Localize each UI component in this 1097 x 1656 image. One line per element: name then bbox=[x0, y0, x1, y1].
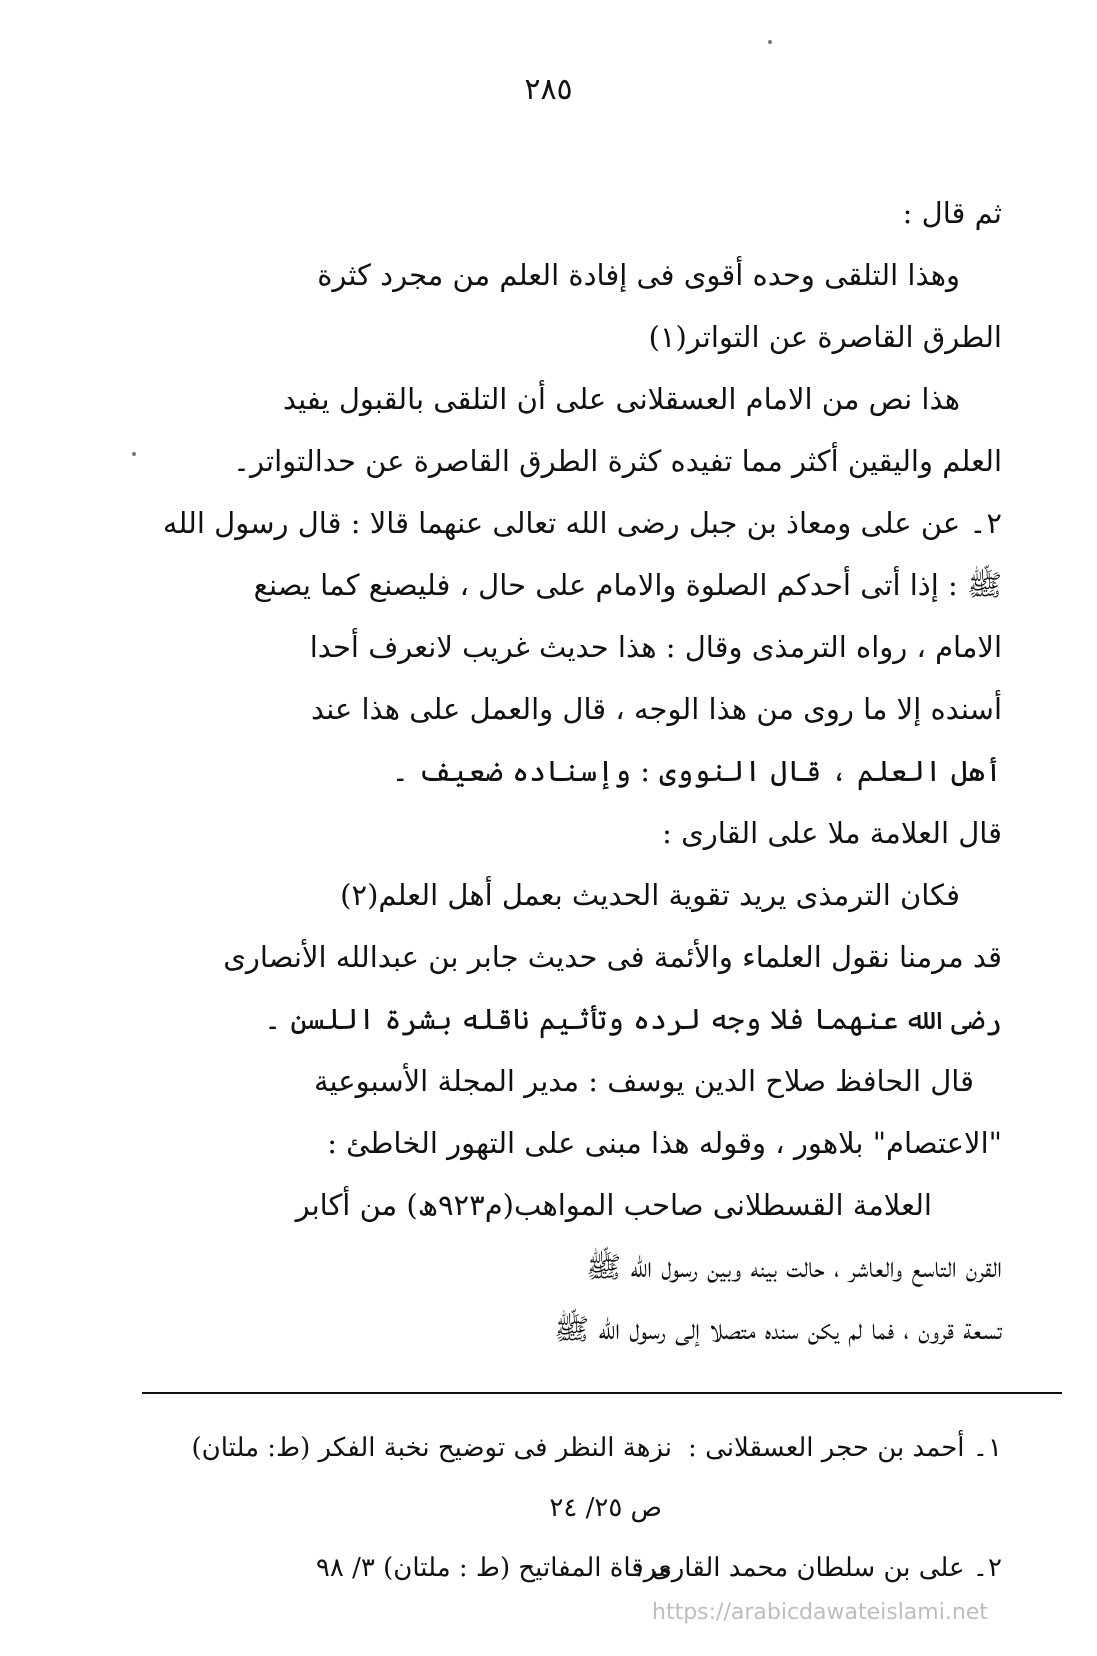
text-line: القرن التاسع والعاشر ، حالت بينه وبين رسول الله ﷺ bbox=[586, 1250, 1002, 1284]
footnotes bbox=[102, 1418, 1002, 1598]
text-line: العلامة القسطلانى صاحب المواهب(م٩٢٣ھ) من أكابر bbox=[295, 1188, 932, 1222]
text-line: أسنده إلا ما روى من هذا الوجه ، قال والعمل على هذا عند bbox=[310, 692, 1002, 726]
text-line: قال الحافظ صلاح الدين يوسف : مدير المجلة الأسبوعية bbox=[314, 1064, 974, 1098]
footnote-work: نزهة النظر فى توضيح نخبة الفكر (ط: ملتان) bbox=[191, 1433, 672, 1463]
text-line: تسعة قرون ، فما لم يكن سنده متصلا إلى رسول الله ﷺ bbox=[554, 1312, 1002, 1346]
footnote-author-name: أحمد بن حجر العسقلانى : bbox=[688, 1433, 965, 1463]
footnote-divider bbox=[142, 1392, 1062, 1394]
footnote-work: مرقاة المفاتيح (ط : ملتان) ٣/ ٩٨ bbox=[315, 1553, 672, 1583]
footnote-number: ١۔ bbox=[972, 1433, 1002, 1463]
text-line: فكان الترمذى يريد تقوية الحديث بعمل أهل العلم(٢) bbox=[340, 878, 960, 912]
footnote-number: ٢۔ bbox=[972, 1553, 1002, 1583]
text-line: ﷺ : إذا أتى أحدكم الصلوة والامام على حال ، فليصنع كما يصنع bbox=[253, 568, 1002, 602]
text-line: قد مرمنا نقول العلماء والأئمة فى حديث جابر بن عبدالله الأنصارى bbox=[223, 940, 1002, 974]
footnote-author bbox=[672, 1418, 1002, 1478]
watermark-url: https://arabicdawateislami.net bbox=[652, 1600, 988, 1625]
text-line: قال العلامة ملا على القارى : bbox=[662, 816, 1002, 850]
scan-speck bbox=[768, 40, 772, 44]
text-line: أهل العلم ، قال النووى : وإسناده ضعيف ۔ bbox=[391, 754, 1002, 788]
text-line: العلم واليقين أكثر مما تفيده كثرة الطرق القاصرة عن حدالتواتر۔ bbox=[233, 444, 1002, 478]
text-line: رضى الله عنهما فلا وجه لرده وتأثيم ناقله بشرة اللسن ۔ bbox=[264, 1002, 1002, 1036]
footnote-author bbox=[634, 1538, 1002, 1598]
text-line: ٢۔ عن على ومعاذ بن جبل رضى الله تعالى عنهما قالا : قال رسول الله bbox=[162, 506, 1002, 540]
page-number: ٢٨٥ bbox=[524, 72, 573, 107]
body-text bbox=[102, 182, 1002, 1360]
footnote-1 bbox=[102, 1418, 1002, 1478]
footnote-author-name: على بن سلطان محمد القارى : bbox=[634, 1553, 965, 1583]
text-line: الامام ، رواه الترمذى وقال : هذا حديث غريب لانعرف أحدا bbox=[309, 630, 1002, 664]
text-line: الطرق القاصرة عن التواتر(١) bbox=[648, 320, 1002, 354]
footnote-2 bbox=[102, 1538, 1002, 1598]
text-line: هذا نص من الامام العسقلانى على أن التلقى بالقبول يفيد bbox=[282, 382, 960, 416]
text-line: ثم قال : bbox=[902, 196, 1002, 230]
text-line: وهذا التلقى وحده أقوى فى إفادة العلم من مجرد كثرة bbox=[317, 258, 960, 292]
footnote-continuation: ص ٢٥/ ٢٤ bbox=[549, 1493, 662, 1523]
text-line: "الاعتصام" بلاهور ، وقوله هذا مبنى على التهور الخاطئ : bbox=[327, 1126, 1002, 1160]
